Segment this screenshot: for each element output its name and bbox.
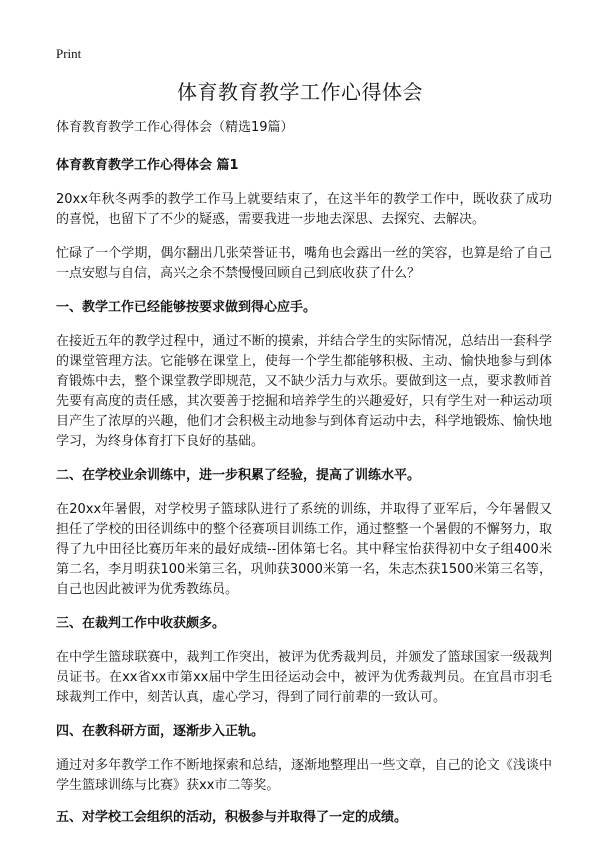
section-paragraph: 在接近五年的教学过程中，通过不断的摸索，并结合学生的实际情况，总结出一套科学的课堂管理方法。它能够在课堂上，使每一个学生都能够积极、主动、愉快地参与到体育锻炼中去，整个课堂教学即规范，又不缺少活力与欢乐。要做到这一点，要求教师首先要有高度的责任感，其次要善于挖掘和培养学生的兴趣爱好，只有学生对一种运动项目产生了浓厚的兴趣，他们才会积极主动地参与到体育运动中去，科学地锻炼、愉快地学习，为终身体育打下良好的基础。 [56, 334, 552, 449]
page-title: 体育教育教学工作心得体会 [177, 80, 423, 104]
section-paragraph: 通过对多年教学工作不断地探索和总结，逐渐地整理出一些文章，自己的论文《浅谈中学生篮球训练与比赛》获xx市二等奖。 [56, 758, 552, 793]
section-heading: 五、对学校工会组织的活动，积极参与并取得了一定的成绩。 [56, 810, 408, 825]
section-heading: 一、教学工作已经能够按要求做到得心应手。 [56, 300, 317, 315]
document-subtitle: 体育教育教学工作心得体会（精选19篇） [56, 120, 294, 135]
intro-paragraph: 忙碌了一个学期，偶尔翻出几张荣誉证书，嘴角也会露出一丝的笑容，也算是给了自己一点安慰与自信，高兴之余不禁慢慢回顾自己到底收获了什么？ [56, 246, 552, 281]
section-paragraph: 在20xx年暑假，对学校男子篮球队进行了系统的训练，并取得了亚军后，今年暑假又担任了学校的田径训练中的整个径赛项目训练工作，通过整整一个暑假的不懈努力，取得了九中田径比赛历年来的最好成绩--团体第七名。其中释宝怡获得初中女子组400米第二名，李月明获100米第三名，巩帅获3000米第一名，朱志杰获1500米第三名等，自己也因此被评为优秀教练员。 [56, 502, 552, 597]
print-link[interactable]: Print [56, 46, 82, 61]
section-paragraph: 在中学生篮球联赛中，裁判工作突出，被评为优秀裁判员，并颁发了篮球国家一级裁判员证书。在xx省xx市第xx届中学生田径运动会中，被评为优秀裁判员。在宜昌市羽毛球裁判工作中，刻苦认真，虚心学习，得到了同行前辈的一致认可。 [56, 650, 552, 705]
article-body [56, 118, 552, 842]
section-heading: 三、在裁判工作中收获颇多。 [56, 616, 226, 631]
intro-paragraph: 20xx年秋冬两季的教学工作马上就要结束了，在这半年的教学工作中，既收获了成功的喜悦，也留下了不少的疑惑，需要我进一步地去深思、去探究、去解决。 [56, 192, 552, 227]
article-heading: 体育教育教学工作心得体会 篇1 [56, 158, 239, 173]
section-heading: 二、在学校业余训练中，进一步积累了经验，提高了训练水平。 [56, 468, 421, 483]
section-heading: 四、在教科研方面，逐渐步入正轨。 [56, 724, 265, 739]
